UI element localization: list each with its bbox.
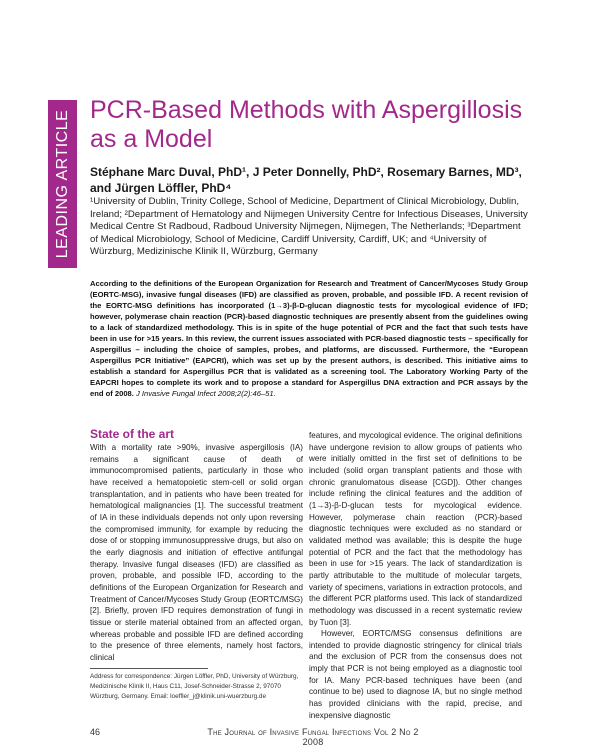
article-title: PCR-Based Methods with Aspergillosis as a Model xyxy=(90,96,523,153)
page-footer xyxy=(0,727,600,747)
body-column-left xyxy=(90,442,303,663)
abstract-citation: J Invasive Fungal Infect 2008;2(2):46–51. xyxy=(136,389,276,398)
abstract xyxy=(90,278,528,399)
correspondence-footnote: Address for correspondence: Jürgen Löffler, PhD, University of Würzburg, Medizinische Klinik II, Haus C11, Josef-Schneider-Strasse 2, 97070 Würzburg, Germany. Email: loeffler_j@klinik.uni-wuerzburg.de xyxy=(90,673,299,700)
abstract-text: According to the definitions of the European Organization for Research and Treatment of Cancer/Mycoses Study Group (EORTC-MSG), invasive fungal diseases (IFD) are classified as proven, probable, and possible IFD. A recent revision of the EORTC-MSG definitions has incorporated (1→3)-β-D-glucan diagnostic tests for mycological evidence of IFD; however, polymerase chain reaction (PCR)-based diagnostic techniques are presently absent from the guidelines owing to a lack of standardized methodology. This is in spite of the huge potential of PCR and the fact that such tests have been in use for >15 years. In this review, the current issues associated with PCR-based diagnostic tests – specifically for Aspergillus – including the choice of samples, probes, and platforms, are discussed. Furthermore, the “European Aspergillus PCR Initiative” (EAPCRI), which was set up by the present authors, is described. This initiative aims to establish a standard for Aspergillus PCR that is validated as a screening tool. The Laboratory Working Party of the EAPCRI hopes to complete its work and to propose a standard for Aspergillus DNA extraction and PCR assays by the end of 2008. xyxy=(90,279,528,398)
body-paragraph: With a mortality rate >90%, invasive aspergillosis (IA) remains a significant cause of death of immunocompromised patients, particularly in those who have received a hematopoietic stem-cell or solid organ transplantation, and in patients who have been treated for hematological malignancies [1]. The successful treatment of IA in these individuals depends not only upon reversing the compromised immunity, for example by reducing the dose of or stopping immunosuppressive drugs, but also on the early diagnosis and initiation of effective antifungal therapy. Invasive fungal diseases (IFD) are classified as proven, probable, and possible IFD, according to the definitions of the European Organization for Research and Treatment of Cancer/Mycoses Study Group (EORTC/MSG) [2]. Briefly, proven IFD requires demonstration of fungi in tissue or sterile material obtained from an affected organ, whereas probable and possible IFD are defined according to the presence of three elements, namely host factors, clinical xyxy=(90,443,303,662)
page-number: 46 xyxy=(90,727,101,737)
author-list: Stéphane Marc Duval, PhD¹, J Peter Donnelly, PhD², Rosemary Barnes, MD³, and Jürgen Löffler, PhD⁴ xyxy=(90,165,522,195)
body-paragraph: However, EORTC/MSG consensus definitions are intended to provide diagnostic stringency for clinical trials and the exclusion of PCR from the consensus does not imply that PCR is not being employed as a diagnostic tool for IA. Many PCR-based techniques have been (and continue to be) used to diagnose IA, but no single method has provided clinicians with the rapid, precise, and inexpensive diagnostic xyxy=(309,629,522,720)
footnote-divider xyxy=(90,668,208,669)
section-heading: State of the art xyxy=(90,427,175,441)
leading-article-band xyxy=(48,100,77,268)
journal-footer: The Journal of Invasive Fungal Infections Vol 2 No 2 2008 xyxy=(207,727,419,747)
leading-article-label: LEADING ARTICLE xyxy=(53,109,71,259)
body-paragraph: features, and mycological evidence. The original definitions have undergone revision to allow groups of patients who were initially omitted in the first set of definitions to be included (solid organ transplant patients and those with chronic granulomatous disease [CGD]). Other changes include refining the clinical features and the addition of (1→3)-β-D-glucan tests for mycological evidence. However, polymerase chain reaction (PCR)-based diagnostic techniques were excluded as no standard or validated method was available; this is despite the huge potential of PCR and the fact that the methodology has been in use for >15 years. The lack of standardization is partly attributable to the multitude of molecular targets, variety of specimens, variations in extraction protocols, and the different PCR platforms used. This lack of standardized methodology was discussed in a recent systematic review by Tuon [3]. xyxy=(309,431,522,627)
body-column-right xyxy=(309,430,522,721)
affiliations: ¹University of Dublin, Trinity College, School of Medicine, Department of Clinical Microbiology, Dublin, Ireland; ²Department of Hematology and Nijmegen University Centre for Infectious Diseases, University Medical Centre St Radboud, Radboud University Nijmegen, Nijmegen, The Netherlands; ³Department of Medical Microbiology, School of Medicine, Cardiff University, Cardiff, UK; and ⁴University of Würzburg, Medizinische Klinik II, Würzburg, Germany xyxy=(90,196,528,258)
